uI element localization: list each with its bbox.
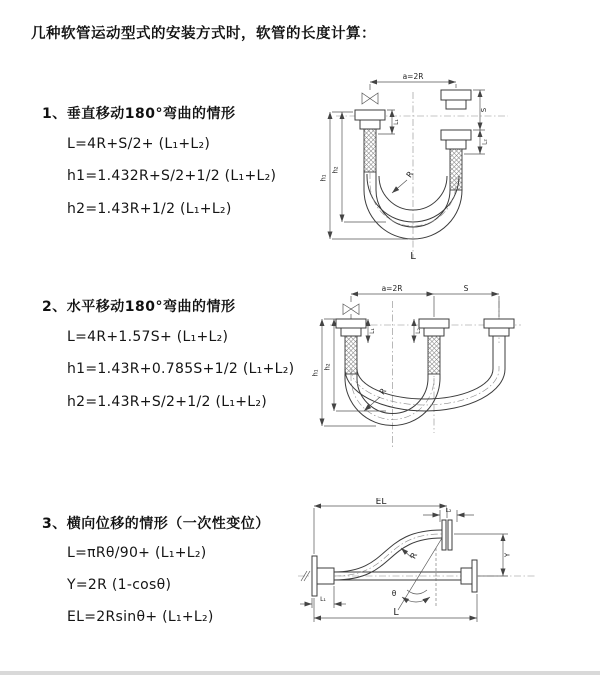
d1-dim-l2 xyxy=(480,130,489,154)
section3-formula-EL: EL=2Rsinθ+ (L₁+L₂) xyxy=(67,609,214,625)
section2-formula-L: L=4R+1.57S+ (L₁+L₂) xyxy=(67,329,229,345)
section3-formula-Y: Y=2R (1-cosθ) xyxy=(67,577,172,593)
d1-s-label: S xyxy=(480,107,488,113)
d2-radius-label: R xyxy=(377,386,389,397)
d2-valve-icon xyxy=(343,304,359,319)
d2-middle-fitting xyxy=(419,319,449,374)
d3-left-flange xyxy=(312,556,334,596)
section1-formula-h2: h2=1.43R+1/2 (L₁+L₂) xyxy=(67,201,232,217)
d3-theta-label: θ xyxy=(391,589,397,598)
d2-h1-label: h₁ xyxy=(311,369,320,377)
diagram-lateral-displacement xyxy=(296,498,591,638)
page-title: 几种软管运动型式的安装方式时，软管的长度计算： xyxy=(31,26,376,42)
d3-dim-el xyxy=(314,498,447,554)
section1-heading: 1、垂直移动180°弯曲的情形 xyxy=(42,106,236,122)
d1-h2-label: h₂ xyxy=(331,166,340,174)
d2-l2-label: L₂ xyxy=(415,328,422,334)
page-bottom-edge xyxy=(0,671,600,675)
d3-dim-l1 xyxy=(300,586,346,608)
section1-formula-L: L=4R+S/2+ (L₁+L₂) xyxy=(67,136,211,152)
d3-angle-construction xyxy=(392,538,442,610)
d3-radius-callout xyxy=(401,548,419,560)
d2-span-label: a=2R xyxy=(381,284,403,293)
d2-l1-label: L₁ xyxy=(369,328,376,334)
d3-radius-label: R xyxy=(408,551,420,561)
d3-l-label: L xyxy=(393,607,399,618)
d3-l2-label: L₂ xyxy=(445,507,452,514)
d1-left-fitting xyxy=(355,110,385,172)
d3-dim-l xyxy=(314,594,477,622)
d2-dim-l1 xyxy=(368,319,376,343)
d1-l1-label: L₁ xyxy=(393,119,400,125)
d2-dim-span xyxy=(351,284,499,317)
d1-span-label: a=2R xyxy=(402,72,424,81)
d2-left-fitting xyxy=(336,319,366,374)
d3-el-label: EL xyxy=(375,498,387,507)
d3-l1-label: L₁ xyxy=(320,596,326,603)
d1-l2-label: L₂ xyxy=(481,139,489,145)
diagram-horizontal-180-bend xyxy=(306,283,591,455)
d1-right-fitting-lower xyxy=(441,130,471,190)
d1-radius-label: R xyxy=(404,169,416,180)
diagram-vertical-180-bend xyxy=(308,70,593,262)
d3-y-label: Y xyxy=(503,552,512,558)
d1-right-fitting-upper xyxy=(441,90,471,109)
d2-h2-label: h₂ xyxy=(323,363,332,371)
d1-length-label: L xyxy=(410,251,416,262)
section1-formula-h1: h1=1.432R+S/2+1/2 (L₁+L₂) xyxy=(67,168,277,184)
d2-s-label: S xyxy=(463,284,469,293)
section2-heading: 2、水平移动180°弯曲的情形 xyxy=(42,299,236,315)
d1-dim-span xyxy=(370,72,456,90)
section2-formula-h1: h1=1.43R+0.785S+1/2 (L₁+L₂) xyxy=(67,361,295,377)
section3-heading: 3、横向位移的情形（一次性变位） xyxy=(42,516,270,532)
d1-h1-label: h₁ xyxy=(319,174,328,182)
section2-formula-h2: h2=1.43R+S/2+1/2 (L₁+L₂) xyxy=(67,394,268,410)
section3-formula-L: L=πRθ/90+ (L₁+L₂) xyxy=(67,545,207,561)
d1-radius-callout xyxy=(392,169,415,193)
d1-valve-icon xyxy=(362,93,378,104)
